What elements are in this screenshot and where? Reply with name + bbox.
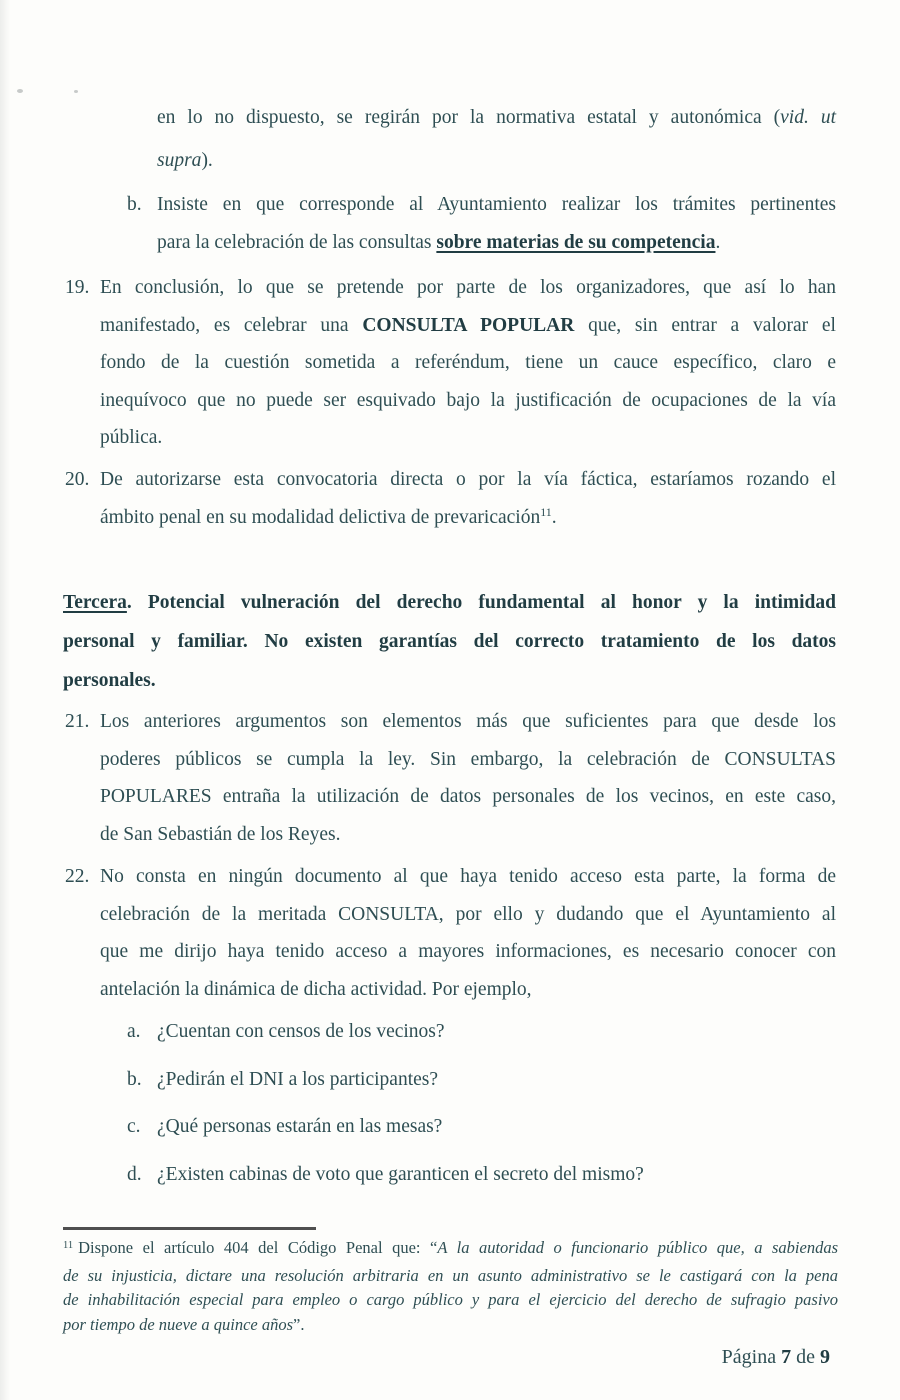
numbered-item-21 bbox=[63, 703, 836, 853]
body-text: ¿Cuentan con censos de los vecinos? bbox=[157, 1021, 445, 1042]
body-text: de San Sebastián de los Reyes. bbox=[100, 823, 341, 845]
page-number-footer bbox=[722, 1343, 830, 1371]
footer-label: Página bbox=[721, 1346, 782, 1368]
body-text: ). bbox=[201, 150, 213, 171]
body-text: No consta en ningún documento al que haya tenido acceso esta parte, la forma de bbox=[100, 866, 836, 887]
underlined-heading-word: Tercera bbox=[63, 592, 127, 613]
body-text: . bbox=[715, 231, 721, 253]
text-line bbox=[157, 139, 836, 182]
list-marker: 21. bbox=[65, 711, 90, 732]
footnote-line bbox=[63, 1236, 838, 1264]
text-line bbox=[100, 382, 836, 420]
heading-text: personales. bbox=[63, 670, 156, 691]
footnote-line bbox=[63, 1288, 838, 1313]
text-line bbox=[100, 858, 836, 896]
footnote-separator-rule bbox=[63, 1227, 316, 1230]
numbered-item-22 bbox=[63, 858, 836, 1008]
body-text: antelación la dinámica de dicha actividad. Por ejemplo, bbox=[100, 978, 532, 1000]
list-marker: 20. bbox=[65, 469, 90, 490]
bold-text: CONSULTA POPULAR bbox=[362, 314, 575, 336]
heading-text: personal y familiar. No existen garantías del correcto tratamiento de los datos bbox=[63, 631, 836, 652]
footnote-text: ”. bbox=[293, 1314, 305, 1334]
footnote-line bbox=[63, 1313, 838, 1338]
text-line bbox=[100, 307, 836, 345]
footnote-quote: por tiempo de nueve a quince años bbox=[63, 1314, 294, 1334]
text-line bbox=[100, 971, 836, 1009]
text-line bbox=[157, 224, 836, 262]
list-item-b bbox=[127, 186, 836, 261]
body-text: pública. bbox=[100, 427, 163, 448]
list-marker: c. bbox=[127, 1116, 141, 1137]
body-text: en lo no dispuesto, se regirán por la normativa estatal y autonómica ( bbox=[157, 107, 781, 128]
list-marker: a. bbox=[127, 1021, 141, 1042]
footer-separator: de bbox=[791, 1346, 820, 1368]
text-line bbox=[100, 933, 836, 971]
heading-line bbox=[63, 622, 836, 661]
list-item bbox=[127, 1061, 836, 1109]
text-line bbox=[100, 816, 836, 854]
heading-line bbox=[63, 583, 836, 622]
bold-underlined-text: sobre materias de su competencia bbox=[436, 231, 716, 253]
body-text: ¿Existen cabinas de voto que garanticen el secreto del mismo? bbox=[157, 1163, 644, 1185]
body-text: para la celebración de las consultas bbox=[157, 231, 437, 253]
footnote bbox=[63, 1236, 838, 1337]
list-item bbox=[127, 1108, 836, 1156]
text-line bbox=[157, 96, 836, 139]
current-page-number: 7 bbox=[781, 1346, 792, 1368]
body-text: POPULARES entraña la utilización de datos personales de los vecinos, en este caso, bbox=[100, 786, 836, 807]
text-line bbox=[100, 896, 836, 934]
footnote-quote: de inhabilitación especial para empleo o cargo público y para el ejercicio del derecho de sufragio pasivo bbox=[63, 1290, 838, 1309]
italic-text: vid. ut bbox=[780, 107, 836, 128]
footnote-line bbox=[63, 1264, 838, 1289]
list-marker: 22. bbox=[65, 866, 90, 887]
numbered-item-20 bbox=[63, 461, 836, 538]
text-line bbox=[100, 499, 836, 539]
text-line bbox=[157, 186, 836, 224]
body-text: ¿Qué personas estarán en las mesas? bbox=[157, 1116, 443, 1137]
footnote-text: Dispone el artículo 404 del Código Penal que: “ bbox=[78, 1238, 438, 1257]
body-text: manifestado, es celebrar una bbox=[100, 314, 363, 336]
body-text: poderes públicos se cumpla la ley. Sin embargo, la celebración de CONSULTAS bbox=[100, 748, 836, 770]
body-text: Los anteriores argumentos son elementos más que suficientes para que desde los bbox=[100, 711, 836, 732]
body-text: celebración de la meritada CONSULTA, por ello y dudando que el Ayuntamiento al bbox=[100, 903, 836, 925]
total-page-number: 9 bbox=[820, 1346, 830, 1368]
heading-text: . Potencial vulneración del derecho fundamental al honor y la intimidad bbox=[126, 592, 836, 613]
scan-speck bbox=[17, 89, 23, 93]
numbered-item-19 bbox=[63, 269, 836, 457]
section-heading-tercera bbox=[63, 583, 836, 700]
footnote-quote: de su injusticia, dictare una resolución arbitraria en un asunto administrativo se le castigará con la pena bbox=[63, 1265, 838, 1285]
text-line bbox=[100, 461, 836, 499]
body-text: De autorizarse esta convocatoria directa o por la vía fáctica, estaríamos rozando el bbox=[100, 469, 836, 490]
body-text: fondo de la cuestión sometida a referéndum, tiene un cauce específico, claro e bbox=[100, 352, 836, 373]
footnote-quote: A la autoridad o funcionario público que, a sabiendas bbox=[437, 1238, 838, 1257]
paragraph-sublist-continuation bbox=[157, 96, 836, 182]
list-marker: b. bbox=[127, 1068, 142, 1090]
text-line bbox=[100, 344, 836, 382]
list-marker: d. bbox=[127, 1163, 142, 1185]
body-text: Insiste en que corresponde al Ayuntamiento realizar los trámites pertinentes bbox=[157, 194, 836, 215]
text-line bbox=[100, 741, 836, 779]
footnote-number: 11 bbox=[63, 1240, 74, 1251]
body-text: ¿Pedirán el DNI a los participantes? bbox=[157, 1068, 439, 1090]
list-item bbox=[127, 1156, 836, 1204]
scan-speck bbox=[74, 90, 78, 93]
heading-line bbox=[63, 661, 836, 700]
body-text: En conclusión, lo que se pretende por parte de los organizadores, que así lo han bbox=[100, 277, 836, 298]
body-text: que me dirijo haya tenido acceso a mayores informaciones, es necesario conocer con bbox=[100, 941, 836, 962]
list-item bbox=[127, 1013, 836, 1061]
question-list bbox=[127, 1013, 836, 1203]
body-text: que, sin entrar a valorar el bbox=[574, 314, 836, 336]
footnote-reference: 11 bbox=[540, 504, 552, 519]
list-marker: 19. bbox=[65, 277, 90, 298]
body-text: inequívoco que no puede ser esquivado bajo la justificación de ocupaciones de la vía bbox=[100, 389, 836, 411]
body-text: . bbox=[551, 506, 557, 528]
text-line bbox=[100, 778, 836, 816]
italic-text: supra bbox=[157, 150, 202, 171]
text-line bbox=[100, 703, 836, 741]
body-text: ámbito penal en su modalidad delictiva de prevaricación bbox=[100, 506, 541, 528]
text-line bbox=[100, 269, 836, 307]
list-marker: b. bbox=[127, 194, 142, 215]
text-line bbox=[100, 419, 836, 457]
